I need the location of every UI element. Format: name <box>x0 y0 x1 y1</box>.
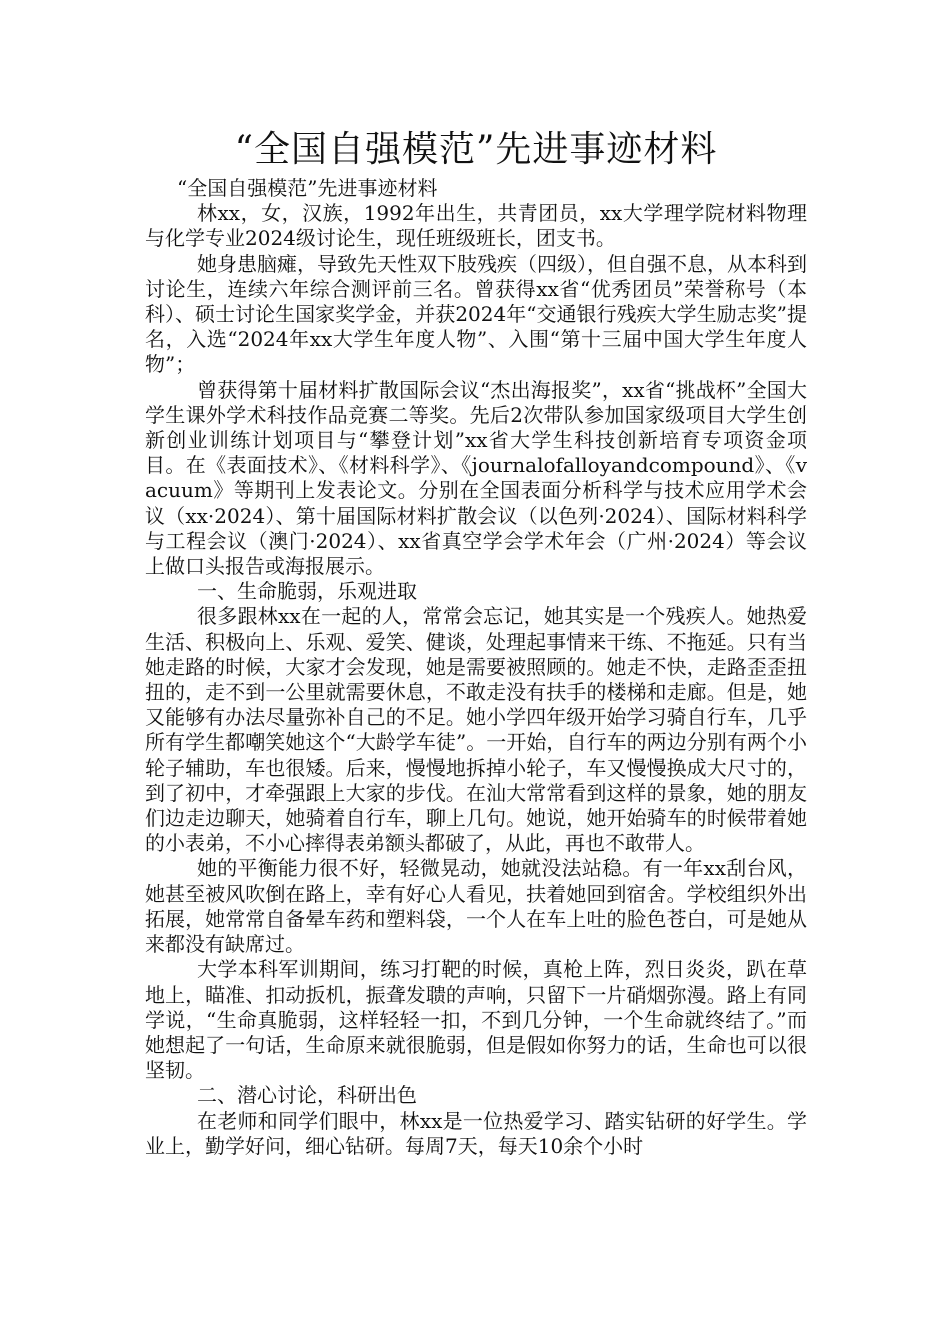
section-heading-1: 一、生命脆弱，乐观进取 <box>197 579 417 604</box>
subtitle-paragraph: “全国自强模范”先进事迹材料 <box>177 176 438 200</box>
paragraph-balance: 她的平衡能力很不好，轻微晃动，她就没法站稳。有一年xx刮台风，她甚至被风吹倒在路上，幸有好心人看见，扶着她回到宿舍。学校组织外出拓展，她常常自备晕车药和塑料袋，一个人在车上吐的脸色苍白，可是她从来都没有缺席过。 <box>145 856 807 957</box>
section-heading-2: 二、潜心讨论，科研出色 <box>197 1083 417 1108</box>
paragraph-military-training: 大学本科军训期间，练习打靶的时候，真枪上阵，烈日炎炎，趴在草地上，瞄准、扣动扳机，振聋发聩的声响，只留下一片硝烟弥漫。路上有同学说，“生命真脆弱，这样轻轻一扣，不到几分钟，一个生命就终结了。”而她想起了一句话，生命原来就很脆弱，但是假如你努力的话，生命也可以很坚韧。 <box>145 957 807 1083</box>
paragraph-study: 在老师和同学们眼中，林xx是一位热爱学习、踏实钻研的好学生。学业上，勤学好问，细心钻研。每周7天，每天10余个小时 <box>145 1108 807 1158</box>
paragraph-intro: 林xx，女，汉族，1992年出生，共青团员，xx大学理学院材料物理与化学专业2024级讨论生，现任班级班长，团支书。 <box>145 201 807 251</box>
paragraph-honors: 她身患脑瘫，导致先天性双下肢残疾（四级），但自强不息，从本科到讨论生，连续六年综合测评前三名。曾获得xx省“优秀团员”荣誉称号（本科）、硕士讨论生国家奖学金，并获2024年“交通银行残疾大学生励志奖”提名，入选“2024年xx大学生年度人物”、入围“第十三届中国大学生年度人物”； <box>145 251 807 377</box>
paragraph-life: 很多跟林xx在一起的人，常常会忘记，她其实是一个残疾人。她热爱生活、积极向上、乐观、爱笑、健谈，处理起事情来干练、不拖延。只有当她走路的时候，大家才会发现，她是需要被照顾的。她走不快，走路歪歪扭扭的，走不到一公里就需要休息，不敢走没有扶手的楼梯和走廊。但是，她又能够有办法尽量弥补自己的不足。她小学四年级开始学习骑自行车，几乎所有学生都嘲笑她这个“大龄学车徒”。一开始，自行车的两边分别有两个小轮子辅助，车也很矮。后来，慢慢地拆掉小轮子，车又慢慢换成大尺寸的，到了初中，才牵强跟上大家的步伐。在汕大常常看到这样的景象，她的朋友们边走边聊天，她骑着自行车，聊上几句。她说，她开始骑车的时候带着她的小表弟，不小心摔得表弟额头都破了，从此，再也不敢带人。 <box>145 604 807 856</box>
document-title: “全国自强模范”先进事迹材料 <box>234 129 718 170</box>
document-body <box>145 176 807 1159</box>
paragraph-research-awards: 曾获得第十届材料扩散国际会议“杰出海报奖”，xx省“挑战杯”全国大学生课外学术科技作品竞赛二等奖。先后2次带队参加国家级项目大学生创新创业训练计划项目与“攀登计划”xx省大学生科技创新培育专项资金项目。在《表面技术》、《材料科学》、《journalofalloyandcompound》、《vacuum》等期刊上发表论文。分别在全国表面分析科学与技术应用学术会议（xx·2024）、第十届国际材料扩散会议（以色列·2024）、国际材料科学与工程会议（澳门·2024）、xx省真空学会学术年会（广州·2024）等会议上做口头报告或海报展示。 <box>145 377 807 579</box>
document-page <box>145 128 807 1159</box>
